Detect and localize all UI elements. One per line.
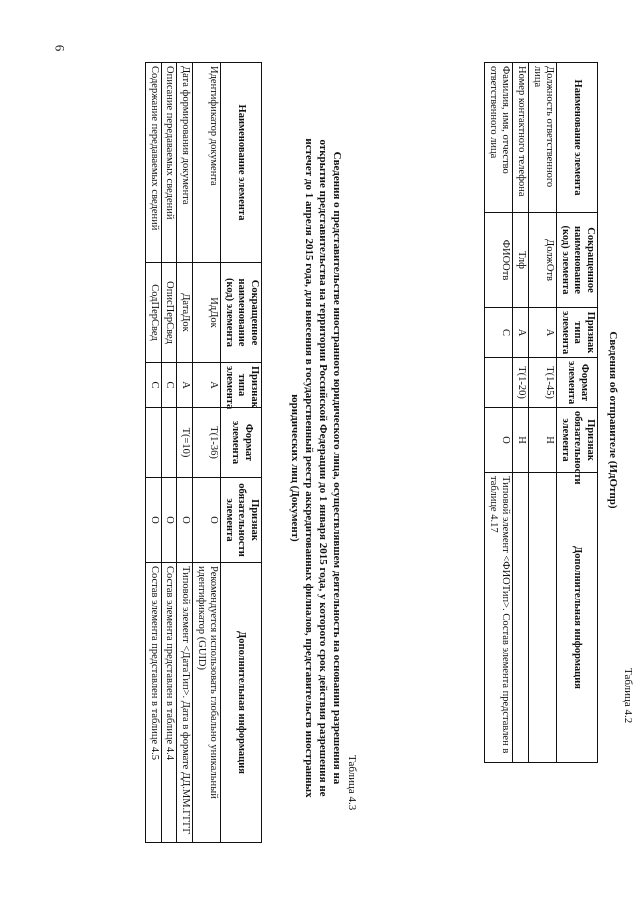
header-cell: Сокращенное наименование (код) элемента: [557, 213, 598, 308]
page-number: 6: [52, 44, 68, 52]
table-cell: Типовой элемент <ДатаТип>. Дата в формате ДД.ММ.ГГГГ: [177, 563, 193, 843]
table-cell: T(1-45): [529, 358, 557, 408]
table-cell: Н: [513, 408, 529, 473]
table-cell: ДолжОтв: [529, 213, 557, 308]
table-row: [177, 63, 193, 843]
header-cell: Признак обязательности элемента: [557, 408, 598, 473]
table-row: [485, 63, 513, 763]
header-cell: Дополнительная информация: [557, 473, 598, 763]
table-cell: О: [485, 408, 513, 473]
table-cell: [513, 473, 529, 763]
table-cell: Фамилия, имя, отчество ответственного лица: [485, 63, 513, 213]
table-row: [193, 63, 221, 843]
table-cell: Дата формирования документа: [177, 63, 193, 263]
table-cell: ОписПерСвед: [161, 263, 177, 363]
table-cell: T(1-36): [193, 408, 221, 478]
table-cell: С: [146, 363, 162, 408]
header-cell: Формат элемента: [557, 358, 598, 408]
table-cell: Состав элемента представлен в таблице 4.5: [146, 563, 162, 843]
table-cell: Н: [529, 408, 557, 473]
table-header-row: [221, 63, 262, 843]
table-cell: Должность ответственного лица: [529, 63, 557, 213]
table-cell: ИдДок: [193, 263, 221, 363]
table-4-3-caption: Таблица 4.3: [346, 755, 358, 811]
table-cell: ФИООтв: [485, 213, 513, 308]
header-cell: Наименование элемента: [221, 63, 262, 263]
header-cell: Признак типа элемента: [221, 363, 262, 408]
table-row: [513, 63, 529, 763]
table-cell: T(1-20): [513, 358, 529, 408]
table-cell: Тлф: [513, 213, 529, 308]
header-cell: Признак обязательности элемента: [221, 478, 262, 563]
table-cell: [161, 408, 177, 478]
table-cell: [529, 473, 557, 763]
table-cell: А: [513, 308, 529, 358]
table-row: [529, 63, 557, 763]
table-4-2-title: Сведения об отправителе (ИдОтпр): [607, 331, 619, 509]
header-cell: Формат элемента: [221, 408, 262, 478]
table-cell: Рекомендуется использовать глобально уникальный идентификатор (GUID): [193, 563, 221, 843]
table-cell: О: [146, 478, 162, 563]
table-cell: Содержание передаваемых сведений: [146, 63, 162, 263]
table-cell: Типовой элемент <ФИОТип>. Состав элемента представлен в таблице 4.17: [485, 473, 513, 763]
table-row: [146, 63, 162, 843]
table-cell: ДатаДок: [177, 263, 193, 363]
table-cell: О: [177, 478, 193, 563]
table-cell: О: [193, 478, 221, 563]
header-cell: Дополнительная информация: [221, 563, 262, 843]
table-4-2-caption: Таблица 4.2: [622, 668, 634, 724]
table-cell: Описание передаваемых сведений: [161, 63, 177, 263]
table-cell: С: [161, 363, 177, 408]
header-cell: Признак типа элемента: [557, 308, 598, 358]
table-4-3-title: Сведения о представительстве иностранного юридического лица, осуществлявшем деятельность на основании разрешения на открытие представительства на территории Российской Федерации до 1 января 2015 года, у которого срок действия разрешения не истечет до 1 апреля 2015 года, для внесения в государственный реестр аккредитованных филиалов, представительств иностранных юридических лиц (Документ): [288, 138, 343, 798]
table-4-3: [145, 62, 262, 843]
table-4-2: [484, 62, 598, 763]
table-cell: СодПерСвед: [146, 263, 162, 363]
table-cell: [146, 408, 162, 478]
table-cell: Идентификатор документа: [193, 63, 221, 263]
table-cell: [485, 358, 513, 408]
table-cell: А: [193, 363, 221, 408]
table-cell: О: [161, 478, 177, 563]
table-cell: T(=10): [177, 408, 193, 478]
table-cell: Номер контактного телефона: [513, 63, 529, 213]
table-cell: А: [177, 363, 193, 408]
header-cell: Наименование элемента: [557, 63, 598, 213]
table-cell: С: [485, 308, 513, 358]
table-row: [161, 63, 177, 843]
table-cell: Состав элемента представлен в таблице 4.4: [161, 563, 177, 843]
table-header-row: [557, 63, 598, 763]
table-cell: А: [529, 308, 557, 358]
header-cell: Сокращенное наименование (код) элемента: [221, 263, 262, 363]
